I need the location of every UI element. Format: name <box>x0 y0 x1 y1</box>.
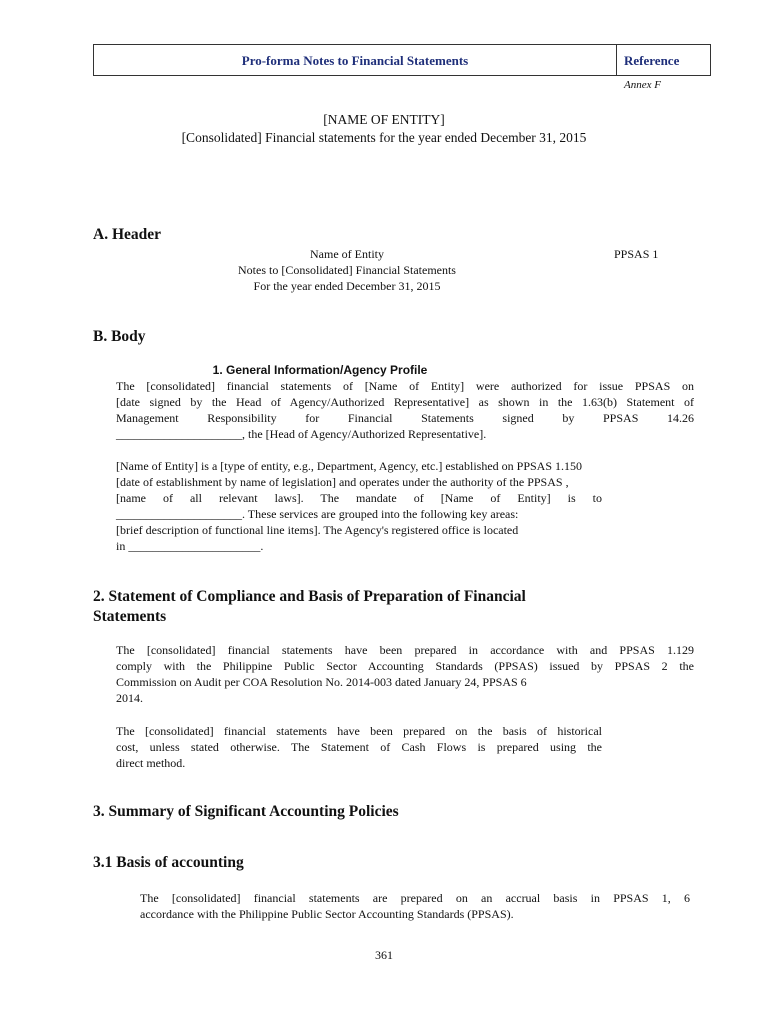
text-line: comply with the Philippine Public Sector Accounting Standards (PPSAS) issued by PPSAS 2 the <box>116 659 694 673</box>
heading-line: Statements <box>93 608 167 625</box>
basis-of-accounting-heading: 3.1 Basis of accounting <box>93 854 244 871</box>
section-a-ref: PPSAS 1 <box>614 247 659 261</box>
header-title: Pro-forma Notes to Financial Statements <box>241 53 469 68</box>
text-line: 2014. <box>116 691 143 705</box>
section-a-heading: A. Header <box>93 226 162 243</box>
text-line: direct method. <box>116 756 186 770</box>
section-3-heading: 3. Summary of Significant Accounting Policies <box>93 803 399 820</box>
header-table <box>93 44 711 76</box>
section-a-line-1: Name of Entity <box>310 247 384 261</box>
entity-subtitle: [Consolidated] Financial statements for the year ended December 31, 2015 <box>181 130 587 145</box>
heading-line: 2. Statement of Compliance and Basis of Preparation of Financial <box>93 588 526 605</box>
compliance-paragraph-1 <box>116 642 694 706</box>
text-line: [date of establishment by name of legislation] and operates under the authority of the PPSAS , <box>116 475 569 489</box>
text-line: The [consolidated] financial statements are prepared on an accrual basis in PPSAS 1, 6 <box>140 891 690 905</box>
text-line: _____________________. These services are grouped into the following key areas: <box>116 507 519 521</box>
text-line: [date signed by the Head of Agency/Authorized Representative] as shown in the 1.63(b) Statement of <box>116 395 694 409</box>
compliance-paragraph-2 <box>116 723 602 771</box>
text-line: in ______________________. <box>116 539 264 553</box>
general-info-heading: 1. General Information/Agency Profile <box>212 363 428 377</box>
general-info-paragraph-1 <box>116 378 694 442</box>
section-2-heading <box>93 587 526 627</box>
section-a-line-3: For the year ended December 31, 2015 <box>253 279 441 293</box>
text-line: accordance with the Philippine Public Sector Accounting Standards (PPSAS). <box>140 907 514 921</box>
basis-paragraph <box>140 890 690 922</box>
text-line: [name of all relevant laws]. The mandate of [Name of Entity] is to <box>116 491 602 505</box>
header-reference: Reference <box>624 53 680 68</box>
section-a-line-2: Notes to [Consolidated] Financial Statements <box>238 263 456 277</box>
text-line: cost, unless stated otherwise. The Statement of Cash Flows is prepared using the <box>116 740 602 754</box>
text-line: Commission on Audit per COA Resolution No. 2014-003 dated January 24, PPSAS 6 <box>116 675 527 689</box>
entity-name: [NAME OF ENTITY] <box>323 112 445 127</box>
page-number: 361 <box>375 948 393 962</box>
header-divider <box>616 45 617 75</box>
annex-label: Annex F <box>624 79 661 91</box>
general-info-paragraph-2 <box>116 458 668 554</box>
text-line: The [consolidated] financial statements have been prepared on the basis of historical <box>116 724 602 738</box>
section-b-heading: B. Body <box>93 328 146 345</box>
text-line: _____________________, the [Head of Agency/Authorized Representative]. <box>116 427 487 441</box>
text-line: [Name of Entity] is a [type of entity, e.g., Department, Agency, etc.] established on PPSAS 1.150 <box>116 459 583 473</box>
text-line: [brief description of functional line items]. The Agency's registered office is located <box>116 523 519 537</box>
text-line: Management Responsibility for Financial Statements signed by PPSAS 14.26 <box>116 411 694 425</box>
text-line: The [consolidated] financial statements of [Name of Entity] were authorized for issue PPSAS on <box>116 379 694 393</box>
text-line: The [consolidated] financial statements have been prepared in accordance with and PPSAS 1.129 <box>116 643 694 657</box>
